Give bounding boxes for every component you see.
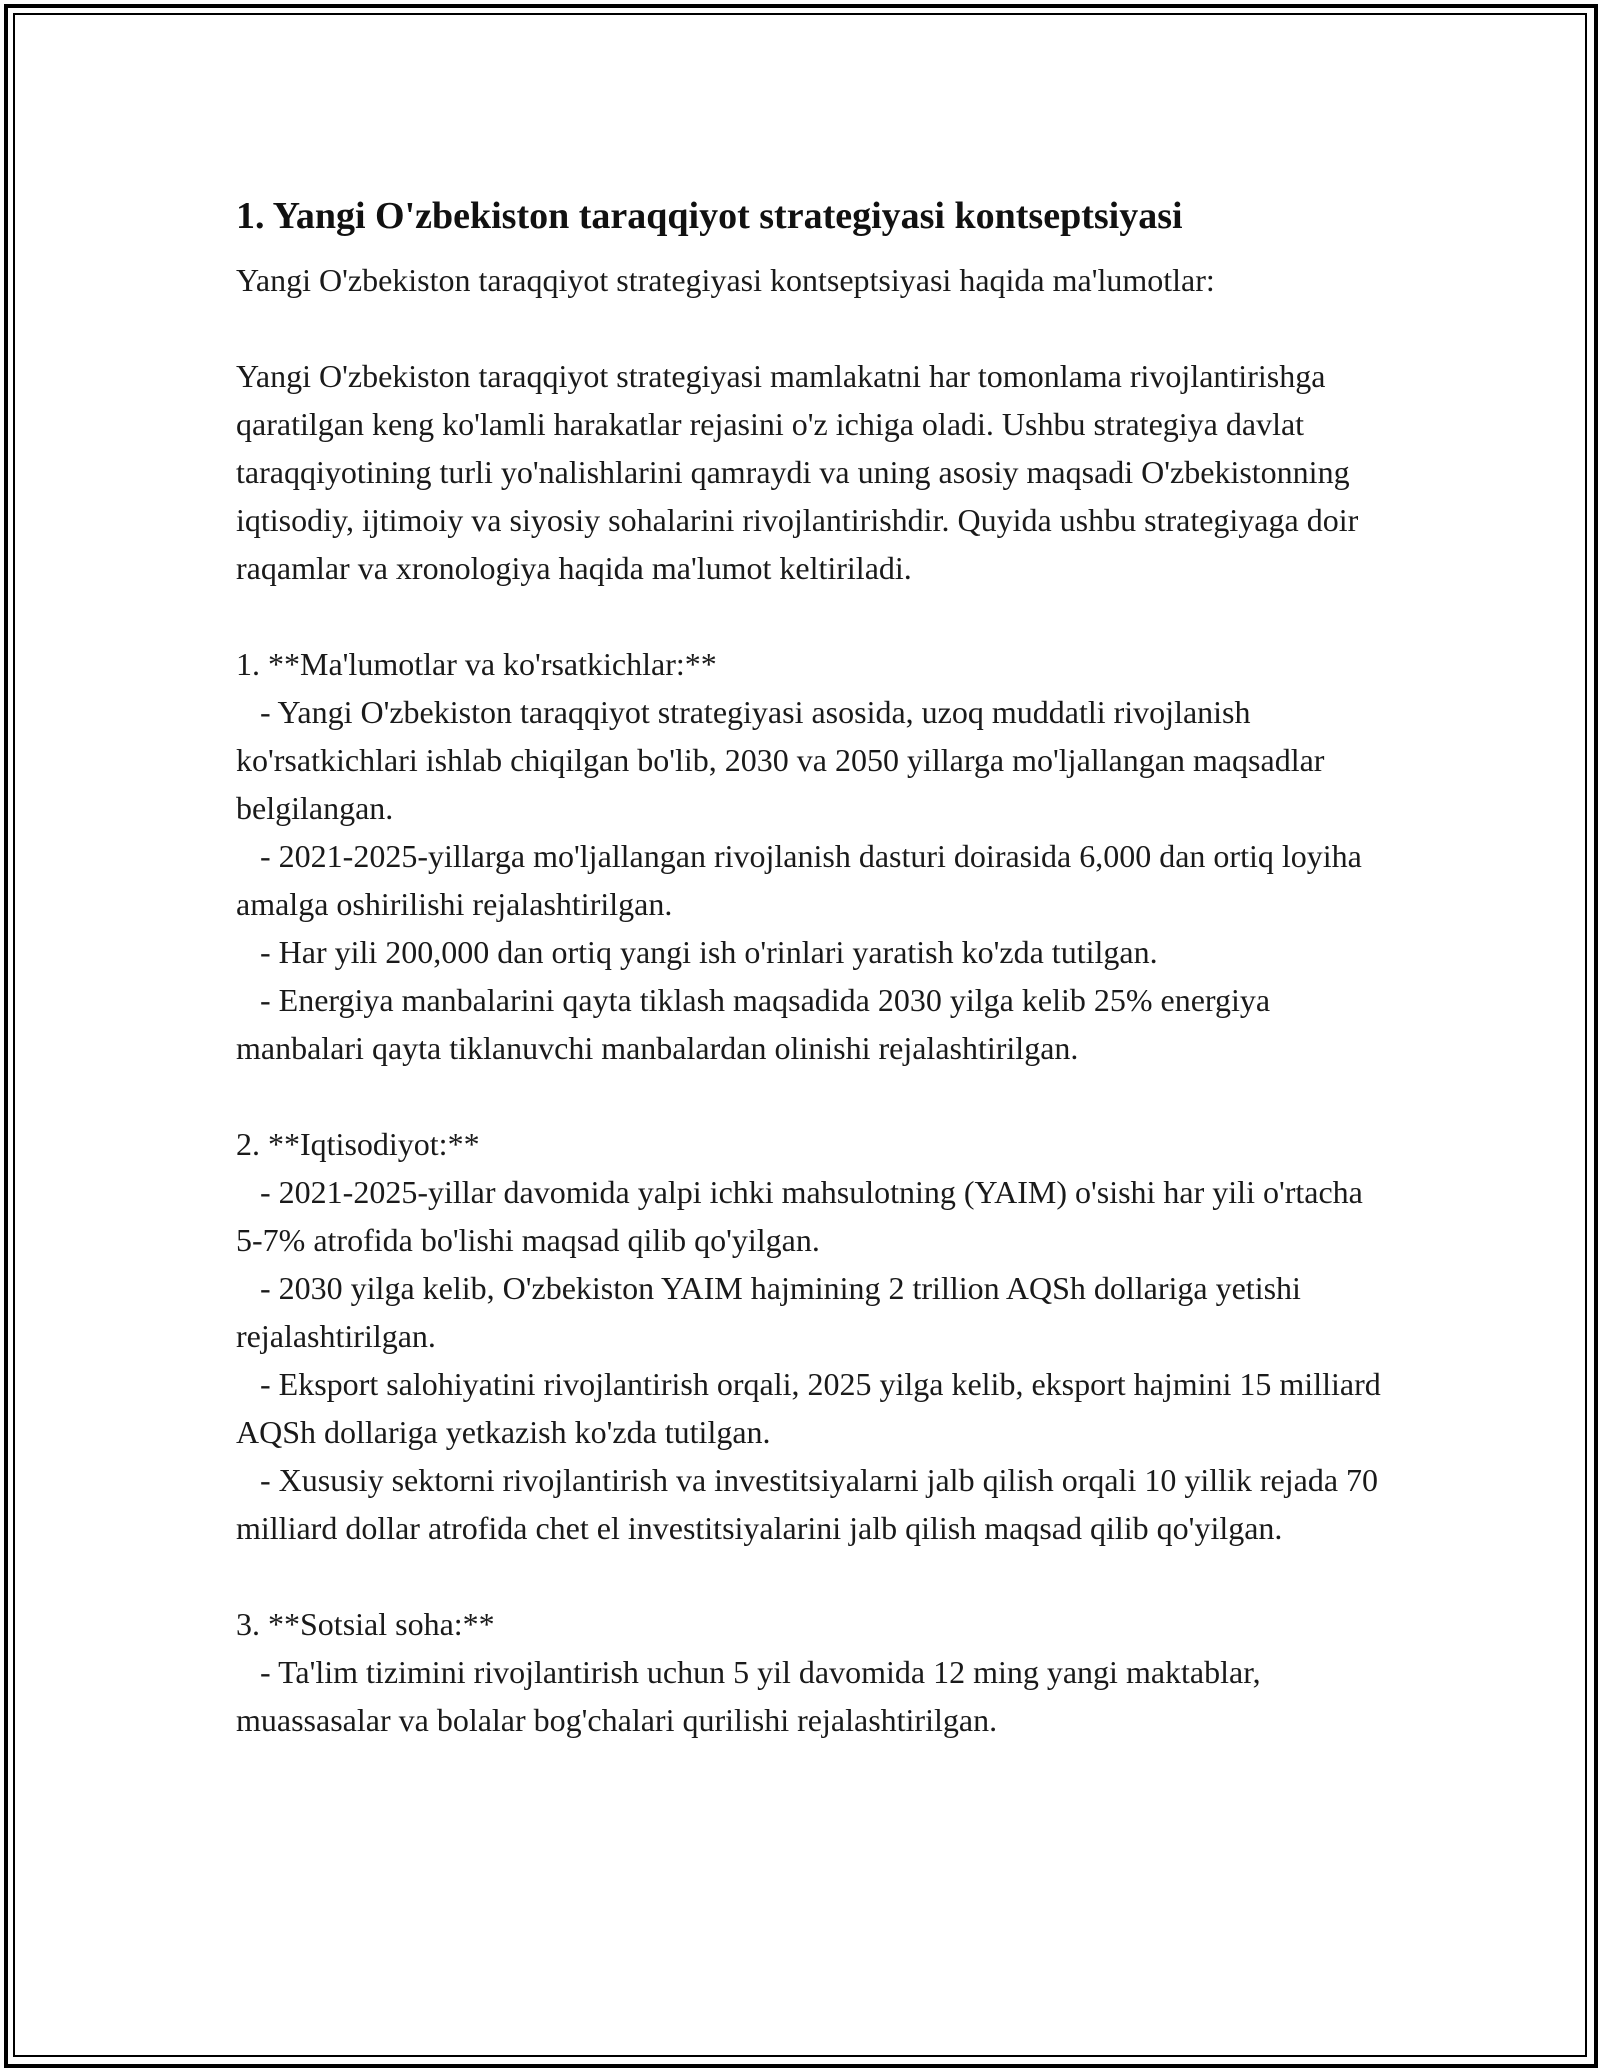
- intro-line: Yangi O'zbekiston taraqqiyot strategiyasi kontseptsiyasi haqida ma'lumotlar:: [236, 262, 1215, 298]
- list-item: - 2021-2025-yillar davomida yalpi ichki mahsulotning (YAIM) o'sishi har yili o'rtacha 5-7% atrofida bo'lishi maqsad qilib qo'yilgan.: [236, 1174, 1363, 1258]
- list-item: - Xususiy sektorni rivojlantirish va investitsiyalarni jalb qilish orqali 10 yillik rejada 70 milliard dollar atrofida chet el investitsiyalarini jalb qilish maqsad qilib qo'yilgan.: [236, 1462, 1379, 1546]
- section-heading: 1. **Ma'lumotlar va ko'rsatkichlar:**: [236, 646, 717, 682]
- list-item: - Yangi O'zbekiston taraqqiyot strategiyasi asosida, uzoq muddatli rivojlanish ko'rsatkichlari ishlab chiqilgan bo'lib, 2030 va 2050 yillarga mo'ljallangan maqsadlar belgilangan.: [236, 694, 1325, 826]
- list-item: - Energiya manbalarini qayta tiklash maqsadida 2030 yilga kelib 25% energiya manbalari qayta tiklanuvchi manbalardan olinishi rejalashtirilgan.: [236, 982, 1271, 1066]
- section-heading: 3. **Sotsial soha:**: [236, 1606, 495, 1642]
- section-economy: [236, 1120, 1386, 1552]
- list-item: - Ta'lim tizimini rivojlantirish uchun 5 yil davomida 12 ming yangi maktablar, muassasalar va bolalar bog'chalari qurilishi rejalashtirilgan.: [236, 1654, 1261, 1738]
- document-title: 1. Yangi O'zbekiston taraqqiyot strategiyasi kontseptsiyasi: [236, 195, 1183, 237]
- section-heading: 2. **Iqtisodiyot:**: [236, 1126, 480, 1162]
- section-indicators: [236, 640, 1386, 1072]
- document-body: [236, 188, 1386, 1744]
- list-item: - 2030 yilga kelib, O'zbekiston YAIM hajmining 2 trillion AQSh dollariga yetishi rejalashtirilgan.: [236, 1270, 1301, 1354]
- list-item: - Eksport salohiyatini rivojlantirish orqali, 2025 yilga kelib, eksport hajmini 15 milliard AQSh dollariga yetkazish ko'zda tutilgan.: [236, 1366, 1381, 1450]
- section-social: [236, 1600, 1386, 1744]
- list-item: - Har yili 200,000 dan ortiq yangi ish o'rinlari yaratish ko'zda tutilgan.: [236, 934, 1158, 970]
- list-item: - 2021-2025-yillarga mo'ljallangan rivojlanish dasturi doirasida 6,000 dan ortiq loyiha amalga oshirilishi rejalashtirilgan.: [236, 838, 1362, 922]
- overview-paragraph: Yangi O'zbekiston taraqqiyot strategiyasi mamlakatni har tomonlama rivojlantirishga qaratilgan keng ko'lamli harakatlar rejasini o'z ichiga oladi. Ushbu strategiya davlat taraqqiyotining turli yo'nalishlarini qamraydi va uning asosiy maqsadi O'zbekistonning iqtisodiy, ijtimoiy va siyosiy sohalarini rivojlantirishdir. Quyida ushbu strategiyaga doir raqamlar va xronologiya haqida ma'lumot keltiriladi.: [236, 358, 1359, 586]
